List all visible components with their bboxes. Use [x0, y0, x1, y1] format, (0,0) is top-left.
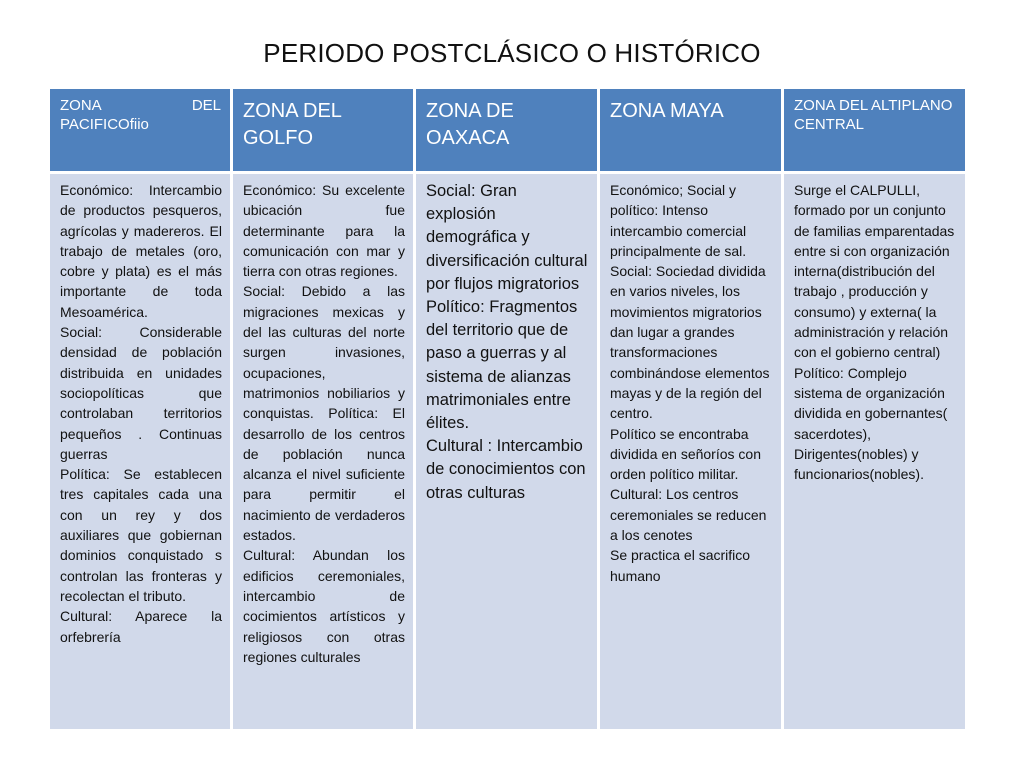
header-row	[49, 88, 967, 173]
header-zona-maya	[599, 88, 783, 173]
cell-zona-maya	[599, 173, 783, 731]
cell-text: Se practica el sacrifico humano	[610, 547, 751, 584]
cell-text: Político: Complejo sistema de organización dividida en gobernantes( sacerdotes), Dirigentes(nobles) y funcionarios(nobles).	[794, 364, 948, 483]
cell-text: Económico: Intercambio de productos pesqueros, agrícolas y madereros. El trabajo de metales (oro, cobre y plata) es el más importante de toda Mesoamérica.	[60, 182, 222, 320]
cell-text: Económico; Social y político: Intenso intercambio comercial principalmente de sal.	[610, 182, 747, 259]
header-label: ZONA DE OAXACA	[426, 100, 514, 149]
cell-text: Cultural: Abundan los edificios ceremoniales, intercambio de cocimientos artísticos y religiosos con otras regiones culturales	[243, 547, 405, 665]
cell-zona-golfo	[232, 173, 415, 731]
cell-text: Cultural: Los centros ceremoniales se reducen a los cenotes	[610, 486, 767, 544]
header-zona-altiplano	[783, 88, 967, 173]
cell-text: Económico: Su excelente ubicación fue determinante para la comunicación con mar y tierra con otras regiones.	[243, 182, 405, 280]
page-title: PERIODO POSTCLÁSICO O HISTÓRICO	[263, 38, 761, 68]
cell-text: Social: Debido a las migraciones mexicas y del las culturas del norte surgen invasiones, ocupaciones, matrimonios nobiliarios y conquistas. Política: El desarrollo de los centros de población nunca alcanza el nivel suficiente para permitir el nacimiento de verdaderos estados.	[243, 283, 405, 544]
cell-text: Social: Sociedad dividida en varios niveles, los movimientos migratorios dan lugar a grandes transformaciones combinándose elementos mayas y de la región del centro.	[610, 263, 770, 422]
cell-zona-pacifico	[49, 173, 232, 731]
header-zona-golfo	[232, 88, 415, 173]
cell-text: Política: Se establecen tres capitales cada una con un rey y dos auxiliares que gobiernan dominios conquistado s controlan las fronteras y recolectan el tributo.	[60, 466, 222, 604]
content-row	[49, 173, 967, 731]
cell-text: Político se encontraba dividida en señoríos con orden político militar.	[610, 425, 761, 483]
cell-zona-altiplano	[783, 173, 967, 731]
header-label: ZONA DEL GOLFO	[243, 100, 342, 149]
cell-text: Social: Gran explosión demográfica y diversificación cultural por flujos migratorios	[426, 182, 588, 293]
cell-text: Cultural : Intercambio de conocimientos con otras culturas	[426, 437, 586, 502]
cell-text: Surge el CALPULLI, formado por un conjunto de familias emparentadas entre si con organización interna(distribución del trabajo , producción y consumo) y externa( la administración y relación con el gobierno central)	[794, 182, 955, 361]
cell-text: Social: Considerable densidad de población distribuida en unidades sociopolíticas que controlaban territorios pequeños . Continuas guerras	[60, 324, 222, 462]
header-label: ZONA MAYA	[610, 100, 724, 122]
cell-text: Cultural: Aparece la orfebrería	[60, 608, 222, 645]
cell-text: Político: Fragmentos del territorio que de paso a guerras y al sistema de alianzas matrimoniales entre élites.	[426, 298, 578, 433]
header-zona-pacifico	[49, 88, 232, 173]
zones-table	[47, 86, 968, 732]
header-zona-oaxaca	[415, 88, 599, 173]
header-label: ZONA DEL ALTIPLANO CENTRAL	[794, 97, 953, 133]
cell-zona-oaxaca	[415, 173, 599, 731]
header-label: ZONA DEL PACIFICOfiio	[60, 97, 221, 133]
